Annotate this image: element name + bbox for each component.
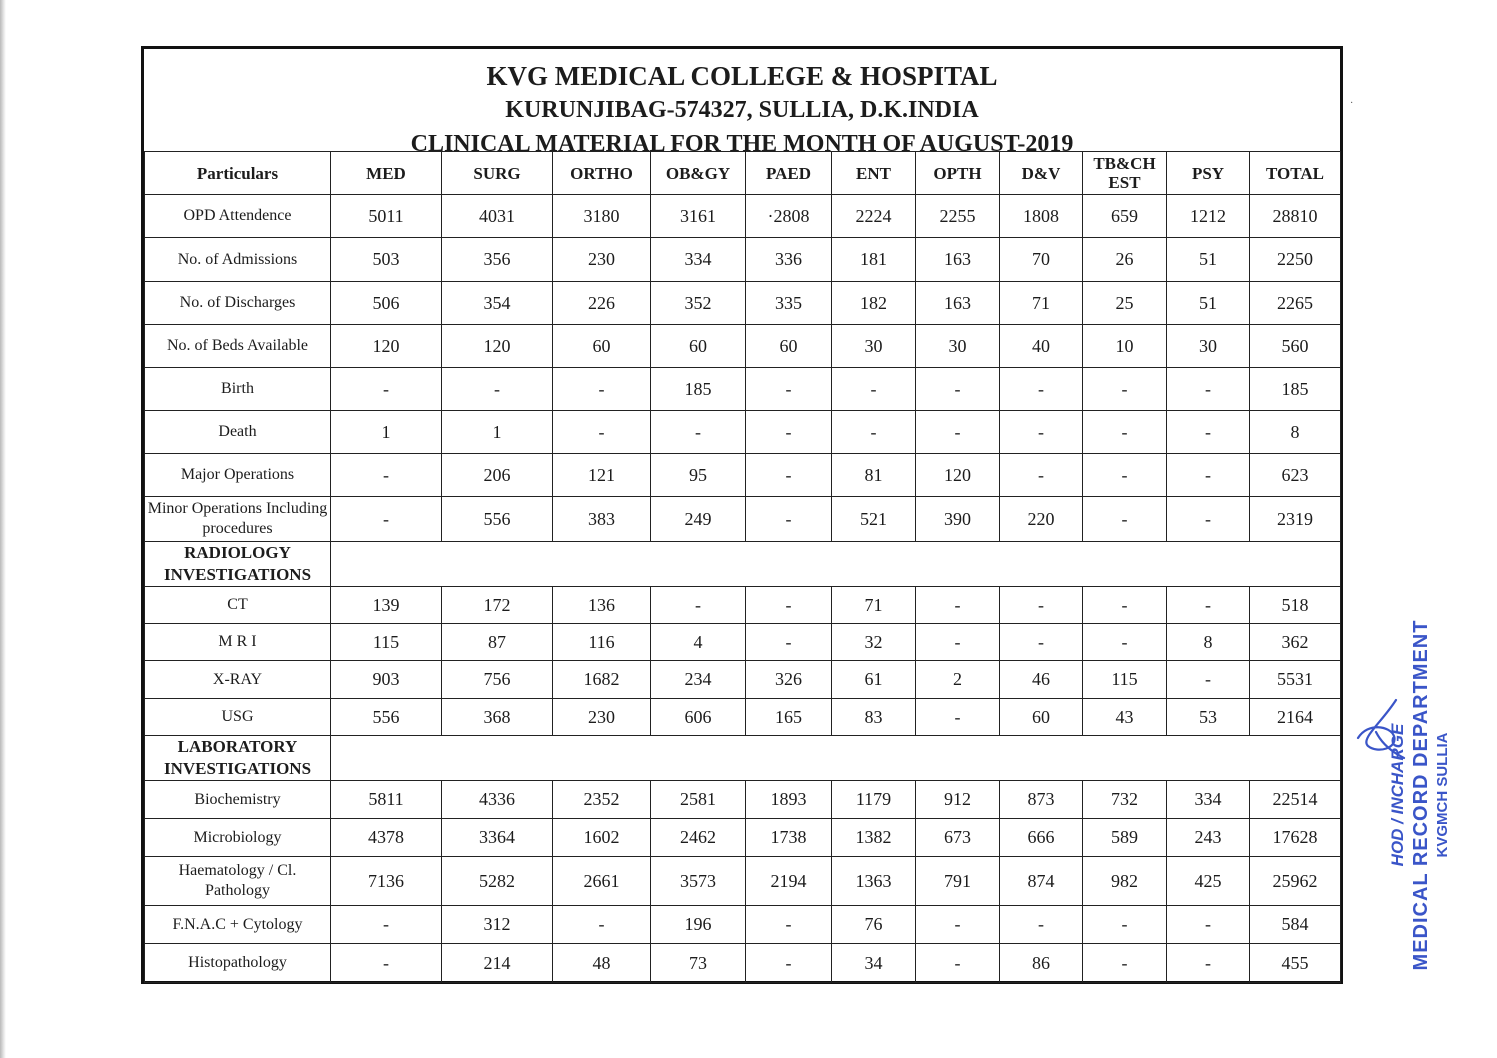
value-cell: 503 <box>331 238 442 282</box>
value-cell: 556 <box>331 699 442 736</box>
value-cell: 95 <box>651 454 746 497</box>
value-cell: - <box>832 411 916 454</box>
value-cell: 181 <box>832 238 916 282</box>
total-cell: 623 <box>1250 454 1341 497</box>
value-cell: - <box>1167 587 1250 624</box>
section-title: LABORATORY INVESTIGATIONS <box>145 736 331 781</box>
row-label: F.N.A.C + Cytology <box>145 906 331 944</box>
value-cell: - <box>1083 587 1167 624</box>
value-cell: 60 <box>651 325 746 368</box>
total-cell: 28810 <box>1250 195 1341 238</box>
value-cell: - <box>1000 624 1083 661</box>
column-header: Particulars <box>145 152 331 195</box>
value-cell: 115 <box>1083 661 1167 699</box>
value-cell: 34 <box>832 944 916 983</box>
value-cell: - <box>331 368 442 411</box>
column-header: ENT <box>832 152 916 195</box>
value-cell: - <box>331 454 442 497</box>
value-cell: 1 <box>442 411 553 454</box>
value-cell: - <box>331 906 442 944</box>
value-cell: 2194 <box>746 857 832 906</box>
value-cell: 3161 <box>651 195 746 238</box>
column-header: SURG <box>442 152 553 195</box>
stamp-text <box>1387 620 1453 971</box>
value-cell: 874 <box>1000 857 1083 906</box>
column-header: TOTAL <box>1250 152 1341 195</box>
value-cell: - <box>1083 944 1167 983</box>
value-cell: 4 <box>651 624 746 661</box>
value-cell: 60 <box>553 325 651 368</box>
value-cell: - <box>746 411 832 454</box>
value-cell: 1363 <box>832 857 916 906</box>
total-cell: 5531 <box>1250 661 1341 699</box>
value-cell: 1179 <box>832 781 916 819</box>
value-cell: 7136 <box>331 857 442 906</box>
value-cell: - <box>651 587 746 624</box>
table-row <box>145 781 1341 819</box>
table-body <box>145 195 1341 983</box>
value-cell: 356 <box>442 238 553 282</box>
value-cell: 521 <box>832 497 916 542</box>
value-cell: 354 <box>442 282 553 325</box>
value-cell: 230 <box>553 699 651 736</box>
total-cell: 185 <box>1250 368 1341 411</box>
value-cell: - <box>331 497 442 542</box>
value-cell: 673 <box>916 819 1000 857</box>
value-cell: - <box>1000 587 1083 624</box>
value-cell: 71 <box>832 587 916 624</box>
value-cell: 352 <box>651 282 746 325</box>
value-cell: - <box>916 368 1000 411</box>
college-address: KURUNJIBAG-574327, SULLIA, D.K.INDIA <box>505 97 979 123</box>
value-cell: - <box>1083 906 1167 944</box>
row-label: No. of Beds Available <box>145 325 331 368</box>
value-cell: 659 <box>1083 195 1167 238</box>
value-cell: 335 <box>746 282 832 325</box>
row-label: Biochemistry <box>145 781 331 819</box>
value-cell: - <box>1167 411 1250 454</box>
value-cell: 185 <box>651 368 746 411</box>
row-label: Major Operations <box>145 454 331 497</box>
value-cell: 51 <box>1167 282 1250 325</box>
value-cell: 214 <box>442 944 553 983</box>
table-row <box>145 857 1341 906</box>
value-cell: 120 <box>916 454 1000 497</box>
value-cell: 5011 <box>331 195 442 238</box>
column-header: PSY <box>1167 152 1250 195</box>
value-cell: 2 <box>916 661 1000 699</box>
total-cell: 560 <box>1250 325 1341 368</box>
value-cell: 121 <box>553 454 651 497</box>
value-cell: - <box>916 699 1000 736</box>
value-cell: - <box>746 587 832 624</box>
value-cell: - <box>746 906 832 944</box>
total-cell: 518 <box>1250 587 1341 624</box>
clinical-material-table <box>144 151 1341 983</box>
value-cell: 30 <box>1167 325 1250 368</box>
value-cell: 136 <box>553 587 651 624</box>
total-cell: 362 <box>1250 624 1341 661</box>
value-cell: 165 <box>746 699 832 736</box>
value-cell: 196 <box>651 906 746 944</box>
scan-edge <box>0 0 6 1058</box>
table-row <box>145 325 1341 368</box>
column-header: PAED <box>746 152 832 195</box>
section-spacer <box>331 736 1341 781</box>
value-cell: 912 <box>916 781 1000 819</box>
section-spacer <box>331 542 1341 587</box>
value-cell: - <box>1083 411 1167 454</box>
row-label: OPD Attendence <box>145 195 331 238</box>
row-label: CT <box>145 587 331 624</box>
value-cell: 53 <box>1167 699 1250 736</box>
total-cell: 584 <box>1250 906 1341 944</box>
value-cell: - <box>1000 368 1083 411</box>
value-cell: 556 <box>442 497 553 542</box>
total-cell: 2319 <box>1250 497 1341 542</box>
scan-mark: · <box>1350 98 1354 109</box>
value-cell: - <box>553 411 651 454</box>
value-cell: 70 <box>1000 238 1083 282</box>
value-cell: 172 <box>442 587 553 624</box>
value-cell: 2661 <box>553 857 651 906</box>
value-cell: 791 <box>916 857 1000 906</box>
value-cell: 60 <box>1000 699 1083 736</box>
value-cell: 3364 <box>442 819 553 857</box>
row-label: No. of Discharges <box>145 282 331 325</box>
value-cell: 40 <box>1000 325 1083 368</box>
value-cell: 326 <box>746 661 832 699</box>
row-label: Birth <box>145 368 331 411</box>
value-cell: 3180 <box>553 195 651 238</box>
value-cell: 86 <box>1000 944 1083 983</box>
value-cell: - <box>1083 368 1167 411</box>
table-row <box>145 906 1341 944</box>
value-cell: 206 <box>442 454 553 497</box>
value-cell: 120 <box>442 325 553 368</box>
value-cell: - <box>331 944 442 983</box>
total-cell: 22514 <box>1250 781 1341 819</box>
row-label: No. of Admissions <box>145 238 331 282</box>
table-row <box>145 661 1341 699</box>
value-cell: 1 <box>331 411 442 454</box>
value-cell: 425 <box>1167 857 1250 906</box>
section-row <box>145 542 1341 587</box>
value-cell: 589 <box>1083 819 1167 857</box>
column-header: TB&CH EST <box>1083 152 1167 195</box>
row-label: USG <box>145 699 331 736</box>
value-cell: 226 <box>553 282 651 325</box>
table-row <box>145 497 1341 542</box>
total-cell: 455 <box>1250 944 1341 983</box>
total-cell: 8 <box>1250 411 1341 454</box>
value-cell: 61 <box>832 661 916 699</box>
value-cell: 76 <box>832 906 916 944</box>
value-cell: - <box>746 624 832 661</box>
value-cell: - <box>1000 454 1083 497</box>
column-header: MED <box>331 152 442 195</box>
value-cell: 234 <box>651 661 746 699</box>
value-cell: 4378 <box>331 819 442 857</box>
table-row <box>145 587 1341 624</box>
value-cell: - <box>1167 906 1250 944</box>
value-cell: 83 <box>832 699 916 736</box>
value-cell: 32 <box>832 624 916 661</box>
value-cell: 43 <box>1083 699 1167 736</box>
value-cell: 2581 <box>651 781 746 819</box>
value-cell: 873 <box>1000 781 1083 819</box>
total-cell: 17628 <box>1250 819 1341 857</box>
column-header: OPTH <box>916 152 1000 195</box>
value-cell: - <box>746 454 832 497</box>
value-cell: - <box>1167 661 1250 699</box>
section-title: RADIOLOGY INVESTIGATIONS <box>145 542 331 587</box>
value-cell: 249 <box>651 497 746 542</box>
document-header <box>144 49 1340 157</box>
value-cell: - <box>1167 454 1250 497</box>
value-cell: 312 <box>442 906 553 944</box>
value-cell: - <box>1167 944 1250 983</box>
table-row <box>145 238 1341 282</box>
value-cell: 26 <box>1083 238 1167 282</box>
value-cell: - <box>1000 411 1083 454</box>
value-cell: 139 <box>331 587 442 624</box>
total-cell: 2250 <box>1250 238 1341 282</box>
value-cell: - <box>1000 906 1083 944</box>
value-cell: - <box>916 906 1000 944</box>
row-label: Minor Operations Including procedures <box>145 497 331 542</box>
value-cell: - <box>916 944 1000 983</box>
stamp-line-department: MEDICAL RECORD DEPARTMENT <box>1410 619 1432 971</box>
value-cell: - <box>553 906 651 944</box>
value-cell: - <box>1083 497 1167 542</box>
table-row <box>145 411 1341 454</box>
college-name: KVG MEDICAL COLLEGE & HOSPITAL <box>486 61 998 91</box>
value-cell: - <box>916 624 1000 661</box>
row-label: Haematology / Cl. Pathology <box>145 857 331 906</box>
value-cell: 1382 <box>832 819 916 857</box>
column-header: D&V <box>1000 152 1083 195</box>
value-cell: 3573 <box>651 857 746 906</box>
value-cell: 220 <box>1000 497 1083 542</box>
value-cell: 334 <box>1167 781 1250 819</box>
value-cell: 30 <box>832 325 916 368</box>
value-cell: 2224 <box>832 195 916 238</box>
value-cell: 4031 <box>442 195 553 238</box>
total-cell: 25962 <box>1250 857 1341 906</box>
table-row <box>145 699 1341 736</box>
value-cell: - <box>1083 624 1167 661</box>
table-row <box>145 819 1341 857</box>
value-cell: 732 <box>1083 781 1167 819</box>
value-cell: 10 <box>1083 325 1167 368</box>
row-label: X-RAY <box>145 661 331 699</box>
value-cell: - <box>916 587 1000 624</box>
value-cell: - <box>651 411 746 454</box>
value-cell: ·2808 <box>746 195 832 238</box>
value-cell: 81 <box>832 454 916 497</box>
value-cell: 30 <box>916 325 1000 368</box>
value-cell: - <box>746 368 832 411</box>
value-cell: 606 <box>651 699 746 736</box>
value-cell: 5811 <box>331 781 442 819</box>
value-cell: 903 <box>331 661 442 699</box>
value-cell: 8 <box>1167 624 1250 661</box>
value-cell: 2462 <box>651 819 746 857</box>
document-frame <box>141 46 1343 984</box>
total-cell: 2265 <box>1250 282 1341 325</box>
value-cell: 243 <box>1167 819 1250 857</box>
value-cell: 1893 <box>746 781 832 819</box>
section-row <box>145 736 1341 781</box>
value-cell: 666 <box>1000 819 1083 857</box>
value-cell: 1738 <box>746 819 832 857</box>
row-label: Death <box>145 411 331 454</box>
value-cell: 4336 <box>442 781 553 819</box>
value-cell: 73 <box>651 944 746 983</box>
value-cell: 368 <box>442 699 553 736</box>
value-cell: - <box>1167 497 1250 542</box>
value-cell: - <box>553 368 651 411</box>
value-cell: 2255 <box>916 195 1000 238</box>
total-cell: 2164 <box>1250 699 1341 736</box>
value-cell: 506 <box>331 282 442 325</box>
value-cell: 982 <box>1083 857 1167 906</box>
value-cell: 163 <box>916 238 1000 282</box>
value-cell: 163 <box>916 282 1000 325</box>
value-cell: - <box>832 368 916 411</box>
table-row <box>145 282 1341 325</box>
row-label: M R I <box>145 624 331 661</box>
value-cell: 2352 <box>553 781 651 819</box>
value-cell: 87 <box>442 624 553 661</box>
value-cell: 383 <box>553 497 651 542</box>
value-cell: 230 <box>553 238 651 282</box>
value-cell: 71 <box>1000 282 1083 325</box>
value-cell: 5282 <box>442 857 553 906</box>
column-header: OB&GY <box>651 152 746 195</box>
value-cell: - <box>1083 454 1167 497</box>
value-cell: 48 <box>553 944 651 983</box>
row-label: Microbiology <box>145 819 331 857</box>
value-cell: 60 <box>746 325 832 368</box>
value-cell: 1682 <box>553 661 651 699</box>
table-row <box>145 368 1341 411</box>
value-cell: - <box>442 368 553 411</box>
column-header: ORTHO <box>553 152 651 195</box>
value-cell: - <box>746 944 832 983</box>
value-cell: 51 <box>1167 238 1250 282</box>
value-cell: 116 <box>553 624 651 661</box>
value-cell: 1212 <box>1167 195 1250 238</box>
table-row <box>145 624 1341 661</box>
value-cell: - <box>746 497 832 542</box>
value-cell: 390 <box>916 497 1000 542</box>
table-row <box>145 454 1341 497</box>
value-cell: 46 <box>1000 661 1083 699</box>
stamp-line-hod: HOD / INCHARGE <box>1388 723 1407 867</box>
value-cell: 1808 <box>1000 195 1083 238</box>
row-label: Histopathology <box>145 944 331 983</box>
value-cell: 1602 <box>553 819 651 857</box>
value-cell: - <box>916 411 1000 454</box>
value-cell: - <box>1167 368 1250 411</box>
table-row <box>145 195 1341 238</box>
value-cell: 120 <box>331 325 442 368</box>
value-cell: 182 <box>832 282 916 325</box>
value-cell: 336 <box>746 238 832 282</box>
value-cell: 115 <box>331 624 442 661</box>
table-header-row <box>145 152 1341 195</box>
table-row <box>145 944 1341 983</box>
value-cell: 756 <box>442 661 553 699</box>
value-cell: 334 <box>651 238 746 282</box>
department-stamp <box>1360 619 1480 971</box>
report-title: CLINICAL MATERIAL FOR THE MONTH OF AUGUST-2019 <box>410 131 1074 157</box>
value-cell: 25 <box>1083 282 1167 325</box>
stamp-line-institution: KVGMCH SULLIA <box>1434 732 1451 858</box>
